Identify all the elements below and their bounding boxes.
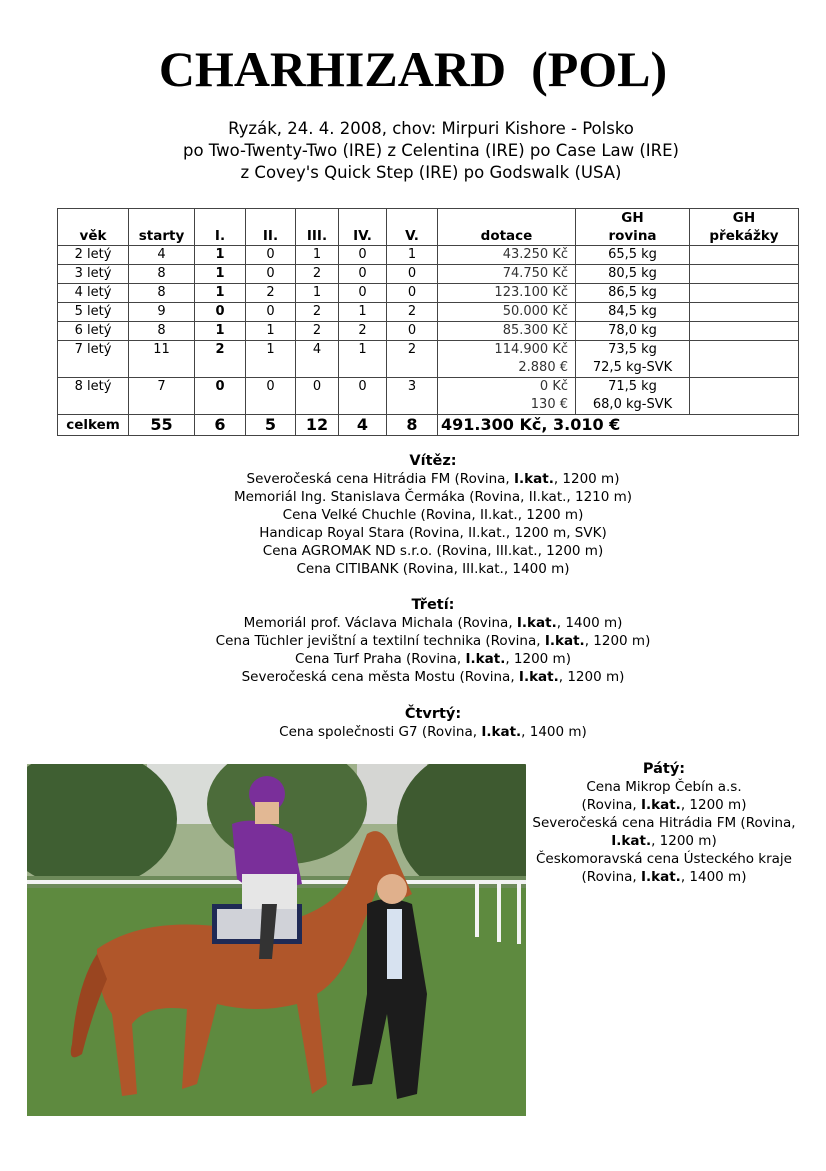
age-cell: 8 letý: [58, 378, 129, 415]
fifth-section: [526, 760, 802, 886]
fifth-race-line: [526, 832, 802, 850]
winner-race-item: [0, 542, 826, 560]
fourth-places-cell: 0: [339, 246, 387, 265]
starts-cell: 11: [129, 341, 195, 378]
race-name: Cena Mikrop Čebín a.s.: [586, 779, 742, 795]
second-places-cell: 0: [246, 303, 296, 322]
gh-jumps-cell: [690, 303, 799, 322]
third-places-cell: 2: [296, 303, 339, 322]
second-places-cell: 0: [246, 265, 296, 284]
prize-money-czk: 114.900 Kč: [494, 342, 568, 357]
total-p4: 4: [339, 415, 387, 436]
starts-cell: 4: [129, 246, 195, 265]
fourth-places-cell: 2: [339, 322, 387, 341]
third-race-item: [0, 668, 826, 686]
starts-cell: 9: [129, 303, 195, 322]
col-age: věk: [58, 209, 129, 246]
race-category: I.kat.: [544, 633, 585, 649]
prize-money-czk: 85.300 Kč: [502, 323, 568, 338]
race-details: , 1200 m): [651, 833, 717, 849]
age-cell: 4 letý: [58, 284, 129, 303]
fifth-places-cell: 0: [387, 284, 438, 303]
total-p5: 8: [387, 415, 438, 436]
race-category: I.kat.: [640, 797, 681, 813]
prize-money-czk: 0 Kč: [539, 379, 568, 394]
third-race-item: [0, 632, 826, 650]
horse-name-title: CHARHIZARD (POL): [158, 41, 668, 97]
third-section: [0, 596, 826, 686]
fourth-places-cell: 0: [339, 265, 387, 284]
race-name: (Rovina,: [581, 869, 641, 885]
table-header-row: [58, 209, 799, 246]
fifth-race-line: [526, 778, 802, 796]
fifth-places-cell: 0: [387, 265, 438, 284]
race-name: Cena společnosti G7 (Rovina,: [279, 724, 482, 740]
race-name: Cena CITIBANK (Rovina, III.kat., 1400 m): [296, 561, 570, 577]
birth-line: Ryzák, 24. 4. 2008, chov: Mirpuri Kishore - Polsko: [228, 119, 634, 138]
prize-money-cell: [438, 246, 576, 265]
race-category: I.kat.: [640, 869, 681, 885]
race-category: I.kat.: [514, 471, 554, 487]
total-p2: 5: [246, 415, 296, 436]
race-category: I.kat.: [518, 669, 559, 685]
prize-money-czk: 43.250 Kč: [502, 247, 568, 262]
second-places-cell: 1: [246, 322, 296, 341]
third-places-cell: 2: [296, 322, 339, 341]
fourth-places-cell: 0: [339, 378, 387, 415]
starts-cell: 8: [129, 284, 195, 303]
fourth-places-cell: 0: [339, 284, 387, 303]
race-details: , 1400 m): [521, 724, 587, 740]
prize-money-cell: [438, 265, 576, 284]
winner-race-item: [0, 488, 826, 506]
gh-jumps-cell: [690, 284, 799, 303]
fifth-places-cell: 2: [387, 303, 438, 322]
col-fourth: IV.: [339, 209, 387, 246]
total-prize-money: 491.300 Kč, 3.010 €: [438, 415, 799, 436]
third-places-cell: 1: [296, 284, 339, 303]
race-name: (Rovina,: [581, 797, 641, 813]
pedigree-line-dam: z Covey's Quick Step (IRE) po Godswalk (USA): [240, 163, 622, 182]
first-places-cell: 0: [195, 378, 246, 415]
table-row: [58, 341, 799, 378]
fourth-section: [0, 705, 826, 741]
fifth-places-cell: 0: [387, 322, 438, 341]
gh-flat-value: 71,5 kg: [608, 379, 657, 394]
race-category: I.kat.: [516, 615, 557, 631]
table-row: [58, 265, 799, 284]
col-fifth: V.: [387, 209, 438, 246]
age-cell: 2 letý: [58, 246, 129, 265]
gh-jumps-cell: [690, 265, 799, 284]
second-places-cell: 0: [246, 378, 296, 415]
race-category: I.kat.: [481, 724, 522, 740]
table-row: [58, 378, 799, 415]
gh-flat-value: 86,5 kg: [608, 285, 657, 300]
fifth-race-line: [526, 814, 802, 832]
race-details: , 1200 m): [505, 651, 571, 667]
first-places-cell: 1: [195, 265, 246, 284]
gh-flat-cell: [576, 284, 690, 303]
total-label: celkem: [58, 415, 129, 436]
winner-race-item: [0, 470, 826, 488]
race-name: Cena Velké Chuchle (Rovina, II.kat., 1200 m): [282, 507, 584, 523]
third-race-item: [0, 614, 826, 632]
fourth-race-item: [0, 723, 826, 741]
gh-jumps-cell: [690, 246, 799, 265]
horse-photo: [27, 764, 526, 1116]
prize-money-cell: [438, 322, 576, 341]
gh-flat-value: 65,5 kg: [608, 247, 657, 262]
gh-flat-cell: [576, 265, 690, 284]
total-row: [58, 415, 799, 436]
fifth-race-line: [526, 796, 802, 814]
col-gh-flat: GH rovina: [576, 209, 690, 246]
first-places-cell: 1: [195, 322, 246, 341]
gh-flat-cell: [576, 341, 690, 378]
prize-money-cell: [438, 284, 576, 303]
race-category: I.kat.: [611, 833, 652, 849]
table-row: [58, 322, 799, 341]
race-name: Memoriál Ing. Stanislava Čermáka (Rovina, II.kat., 1210 m): [233, 489, 633, 505]
prize-money-eur: 130 €: [530, 397, 568, 412]
prize-money-czk: 123.100 Kč: [494, 285, 568, 300]
race-details: , 1400 m): [556, 615, 623, 631]
gh-flat-value: 80,5 kg: [608, 266, 657, 281]
gh-flat-svk-value: 68,0 kg-SVK: [592, 397, 673, 412]
race-name: Severočeská cena Hitrádia FM (Rovina,: [532, 815, 796, 831]
gh-jumps-cell: [690, 341, 799, 378]
fourth-places-cell: 1: [339, 303, 387, 322]
race-details: , 1200 m): [558, 669, 625, 685]
career-stats-table: [57, 208, 799, 436]
pedigree-block: [0, 118, 826, 184]
col-first: I.: [195, 209, 246, 246]
first-places-cell: 1: [195, 246, 246, 265]
age-cell: 6 letý: [58, 322, 129, 341]
race-category: I.kat.: [465, 651, 506, 667]
winner-heading: Vítěz:: [409, 453, 457, 469]
fifth-heading: Pátý:: [642, 761, 686, 777]
winner-race-item: [0, 506, 826, 524]
col-gh-jumps: GH překážky: [690, 209, 799, 246]
first-places-cell: 0: [195, 303, 246, 322]
fourth-places-cell: 1: [339, 341, 387, 378]
race-name: Českomoravská cena Ústeckého kraje: [536, 851, 792, 867]
race-name: Cena Tüchler jevištní a textilní technika (Rovina,: [215, 633, 545, 649]
age-cell: 3 letý: [58, 265, 129, 284]
pedigree-line-sire: po Two-Twenty-Two (IRE) z Celentina (IRE) po Case Law (IRE): [182, 141, 679, 160]
gh-flat-value: 78,0 kg: [608, 323, 657, 338]
prize-money-cell: [438, 341, 576, 378]
col-prize-money: dotace: [438, 209, 576, 246]
second-places-cell: 1: [246, 341, 296, 378]
third-heading: Třetí:: [411, 597, 455, 613]
winner-section: [0, 452, 826, 578]
race-name: Handicap Royal Stara (Rovina, II.kat., 1200 m, SVK): [259, 525, 607, 541]
gh-flat-cell: [576, 246, 690, 265]
third-places-cell: 2: [296, 265, 339, 284]
gh-flat-cell: [576, 378, 690, 415]
first-places-cell: 2: [195, 341, 246, 378]
prize-money-eur: 2.880 €: [518, 360, 568, 375]
table-row: [58, 246, 799, 265]
table-row: [58, 303, 799, 322]
prize-money-cell: [438, 378, 576, 415]
fifth-race-line: [526, 850, 802, 868]
gh-jumps-cell: [690, 322, 799, 341]
second-places-cell: 2: [246, 284, 296, 303]
starts-cell: 7: [129, 378, 195, 415]
gh-flat-cell: [576, 322, 690, 341]
total-starts: 55: [129, 415, 195, 436]
total-p3: 12: [296, 415, 339, 436]
age-cell: 5 letý: [58, 303, 129, 322]
second-places-cell: 0: [246, 246, 296, 265]
fifth-places-cell: 1: [387, 246, 438, 265]
starts-cell: 8: [129, 322, 195, 341]
third-places-cell: 4: [296, 341, 339, 378]
prize-money-czk: 74.750 Kč: [502, 266, 568, 281]
table-row: [58, 284, 799, 303]
race-details: , 1200 m): [553, 471, 620, 487]
fourth-heading: Čtvrtý:: [404, 706, 462, 722]
race-details: , 1400 m): [680, 869, 747, 885]
gh-flat-cell: [576, 303, 690, 322]
race-details: , 1200 m): [680, 797, 747, 813]
total-p1: 6: [195, 415, 246, 436]
fifth-places-cell: 3: [387, 378, 438, 415]
gh-jumps-cell: [690, 378, 799, 415]
third-places-cell: 1: [296, 246, 339, 265]
gh-flat-value: 84,5 kg: [608, 304, 657, 319]
race-name: Severočeská cena města Mostu (Rovina,: [241, 669, 519, 685]
age-cell: 7 letý: [58, 341, 129, 378]
col-third: III.: [296, 209, 339, 246]
winner-race-item: [0, 524, 826, 542]
race-name: Memoriál prof. Václava Michala (Rovina,: [243, 615, 517, 631]
fifth-places-cell: 2: [387, 341, 438, 378]
fifth-race-line: [526, 868, 802, 886]
winner-race-item: [0, 560, 826, 578]
third-race-item: [0, 650, 826, 668]
third-places-cell: 0: [296, 378, 339, 415]
race-name: Cena Turf Praha (Rovina,: [295, 651, 466, 667]
first-places-cell: 1: [195, 284, 246, 303]
col-second: II.: [246, 209, 296, 246]
prize-money-czk: 50.000 Kč: [502, 304, 568, 319]
col-starts: starty: [129, 209, 195, 246]
race-name: Severočeská cena Hitrádia FM (Rovina,: [246, 471, 514, 487]
race-name: Cena AGROMAK ND s.r.o. (Rovina, III.kat., 1200 m): [262, 543, 604, 559]
gh-flat-value: 73,5 kg: [608, 342, 657, 357]
race-details: , 1200 m): [584, 633, 651, 649]
horse-photo-illustration: [27, 764, 526, 1116]
starts-cell: 8: [129, 265, 195, 284]
prize-money-cell: [438, 303, 576, 322]
gh-flat-svk-value: 72,5 kg-SVK: [592, 360, 673, 375]
